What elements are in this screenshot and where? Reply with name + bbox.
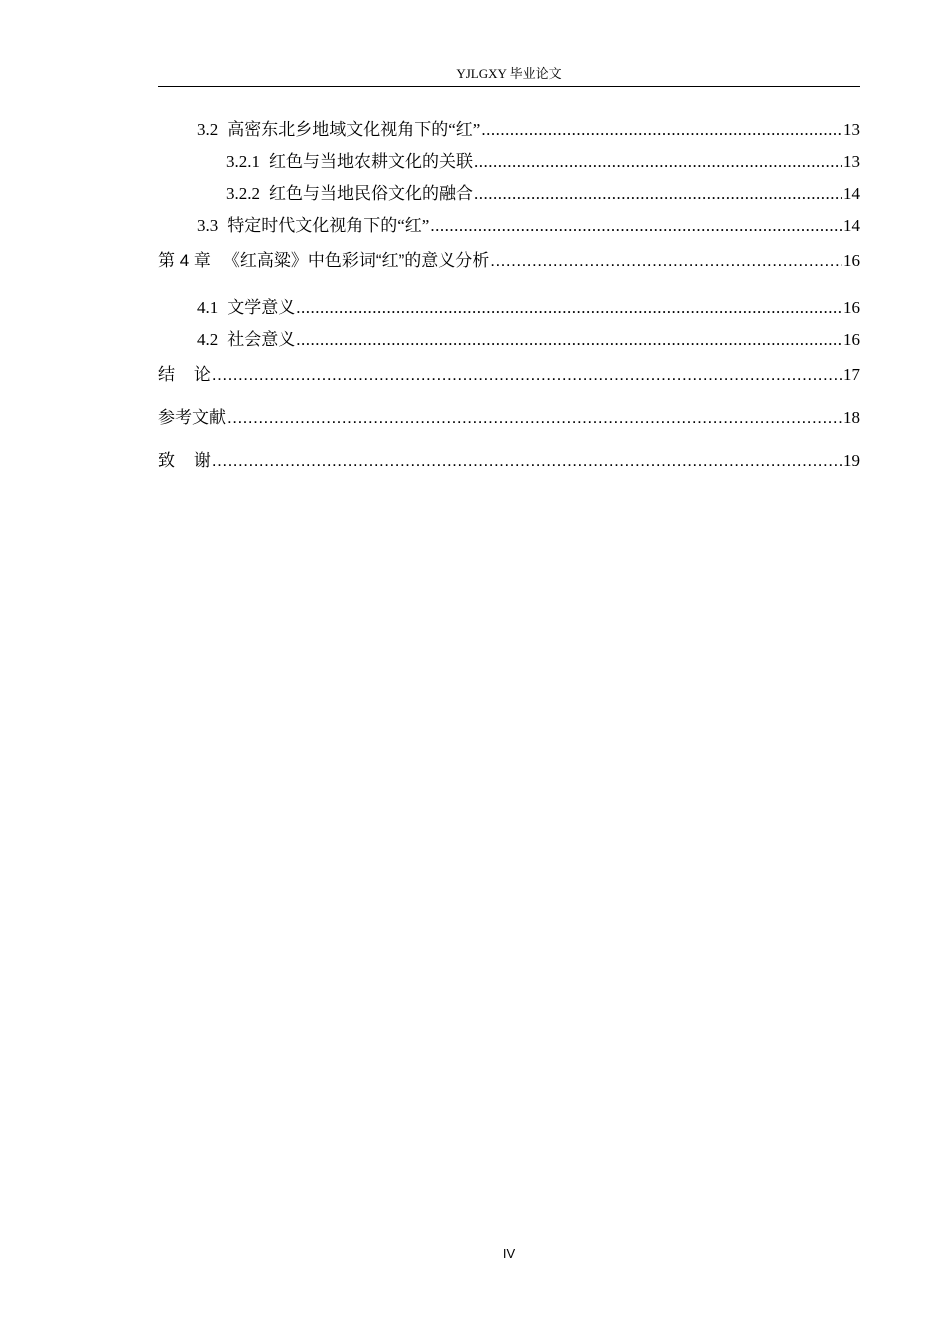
toc-leader-dots [296,329,842,351]
toc-leader-dots [474,183,842,205]
toc-entry-number: 3.2.1 [226,152,260,171]
toc-leader-dots [212,364,842,386]
toc-leader-dots [481,119,842,141]
toc-entry-title: 红色与当地民俗文化的融合 [269,184,473,203]
running-header: YJLGXY 毕业论文 [456,66,562,81]
toc-entry-3-2-2[interactable] [226,183,860,205]
toc-entry-title: 结 论 [158,365,211,384]
toc-entry-title: 红色与当地农耕文化的关联 [269,152,473,171]
toc-entry-page: 16 [843,298,860,317]
toc-entry-number: 4.1 [197,298,219,317]
toc-entry-4-2[interactable] [197,329,860,351]
toc-entry-3-2[interactable] [197,119,860,141]
toc-entry-number: 3.2.2 [226,184,260,203]
toc-entry-page: 13 [843,120,860,139]
toc-entry-title: 高密东北乡地域文化视角下的“红” [227,120,481,139]
toc-entry-title: 《红高粱》中色彩词“红”的意义分析 [222,251,490,270]
header-rule [158,86,860,87]
toc-entry-3-3[interactable] [197,215,860,237]
toc-entry-page: 13 [843,152,860,171]
toc-entry-title: 文学意义 [227,298,296,317]
toc-leader-dots [430,215,842,237]
toc-entry-page: 16 [843,330,860,349]
toc-entry-page: 16 [843,251,860,270]
toc-leader-dots [227,407,842,429]
toc-entry-title: 致 谢 [158,451,211,470]
toc-entry-page: 19 [843,451,860,470]
toc-leader-dots [296,297,842,319]
toc-entry-number: 4.2 [197,330,219,349]
toc-entry-page: 18 [843,408,860,427]
toc-entry-3-2-1[interactable] [226,151,860,173]
toc-entry-number: 3.3 [197,216,219,235]
page-number: IV [502,1246,516,1261]
toc-leader-dots [490,250,842,272]
toc-entry-title: 参考文献 [158,408,226,427]
toc-entry-page: 17 [843,365,860,384]
toc-entry-number: 第 4 章 [158,251,211,270]
toc-entry-acknowledgements[interactable] [158,450,860,472]
toc-entry-page: 14 [843,184,860,203]
toc-entry-title: 社会意义 [227,330,296,349]
toc-entry-number: 3.2 [197,120,219,139]
toc-entry-references[interactable] [158,407,860,429]
toc-entry-page: 14 [843,216,860,235]
toc-leader-dots [474,151,842,173]
toc-leader-dots [212,450,842,472]
toc-entry-title: 特定时代文化视角下的“红” [227,216,430,235]
toc-entry-4-1[interactable] [197,297,860,319]
toc-entry-chapter-4[interactable] [158,250,860,272]
toc-entry-conclusion[interactable] [158,364,860,386]
